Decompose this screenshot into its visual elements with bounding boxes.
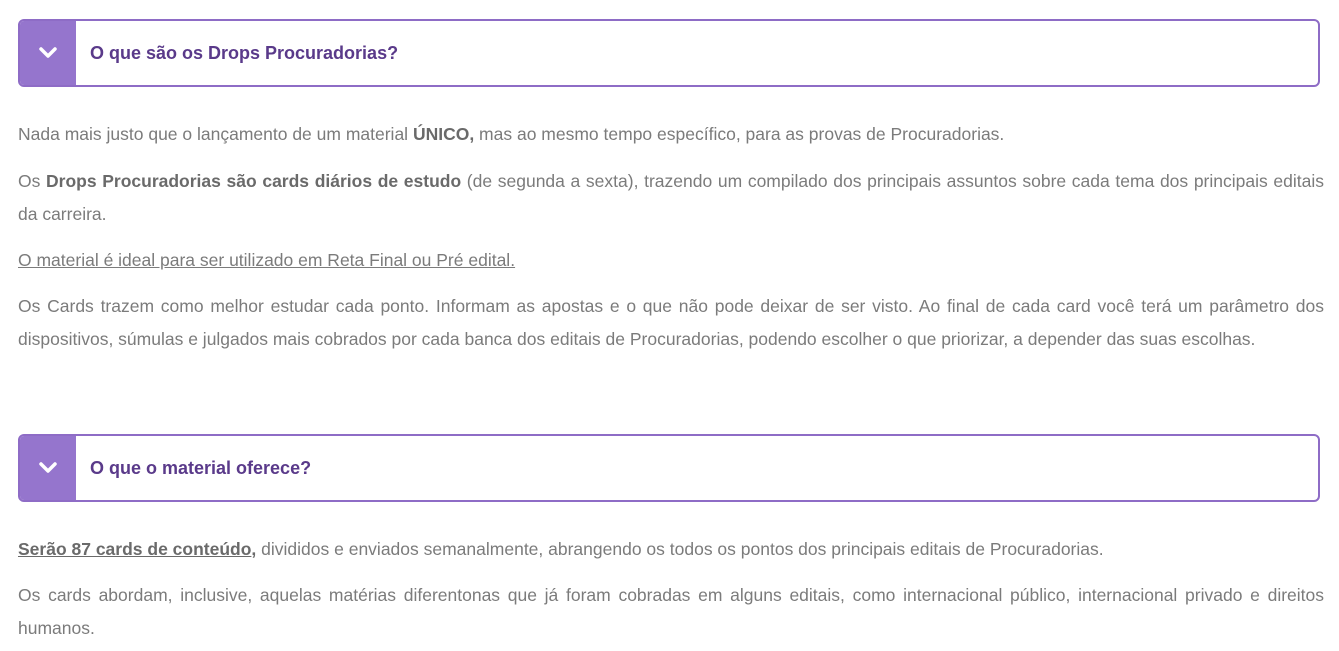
chevron-down-icon bbox=[20, 21, 76, 85]
chevron-down-icon bbox=[20, 436, 76, 500]
text: Os Cards trazem como melhor estudar cada ponto. Informam as apostas e o que não pode deixar de ser visto. Ao final de cada card você terá um parâmetro dos dispositivos, súmulas e julgados mais cobrados por cada banca dos editais de Procuradorias, podendo escolher o que priorizar, a depender das suas escolhas. bbox=[18, 296, 1324, 349]
text: divididos e enviados semanalmente, abrangendo os todos os pontos dos principais editais de Procuradorias. bbox=[256, 539, 1104, 559]
paragraph bbox=[18, 244, 1324, 277]
underlined-text: O material é ideal para ser utilizado em Reta Final ou Pré edital. bbox=[18, 250, 516, 270]
text: Os bbox=[18, 171, 47, 191]
accordion-header-drops[interactable] bbox=[18, 19, 1320, 87]
paragraph bbox=[18, 533, 1324, 566]
paragraph bbox=[18, 118, 1324, 151]
accordion-title: O que são os Drops Procuradorias? bbox=[90, 42, 399, 63]
bold-text: ÚNICO, bbox=[412, 124, 475, 144]
paragraph bbox=[18, 165, 1324, 231]
paragraph bbox=[18, 290, 1324, 356]
paragraph bbox=[18, 579, 1324, 645]
accordion-header-oferece[interactable] bbox=[18, 434, 1320, 502]
bold-underlined-text: Serão 87 cards de conteúdo bbox=[18, 539, 252, 559]
text: Os cards abordam, inclusive, aquelas matérias diferentonas que já foram cobradas em alguns editais, como internacional público, internacional privado e direitos humanos. bbox=[18, 585, 1324, 638]
text: (de segunda a sexta), trazendo um compilado dos principais assuntos sobre cada tema dos principais editais da carreira. bbox=[18, 171, 1324, 224]
bold-text: , bbox=[251, 539, 257, 559]
accordion-title: O que o material oferece? bbox=[90, 457, 312, 478]
bold-text: Drops Procuradorias são cards diários de estudo bbox=[46, 171, 462, 191]
text: Nada mais justo que o lançamento de um material bbox=[18, 124, 413, 144]
text: mas ao mesmo tempo específico, para as provas de Procuradorias. bbox=[474, 124, 1005, 144]
